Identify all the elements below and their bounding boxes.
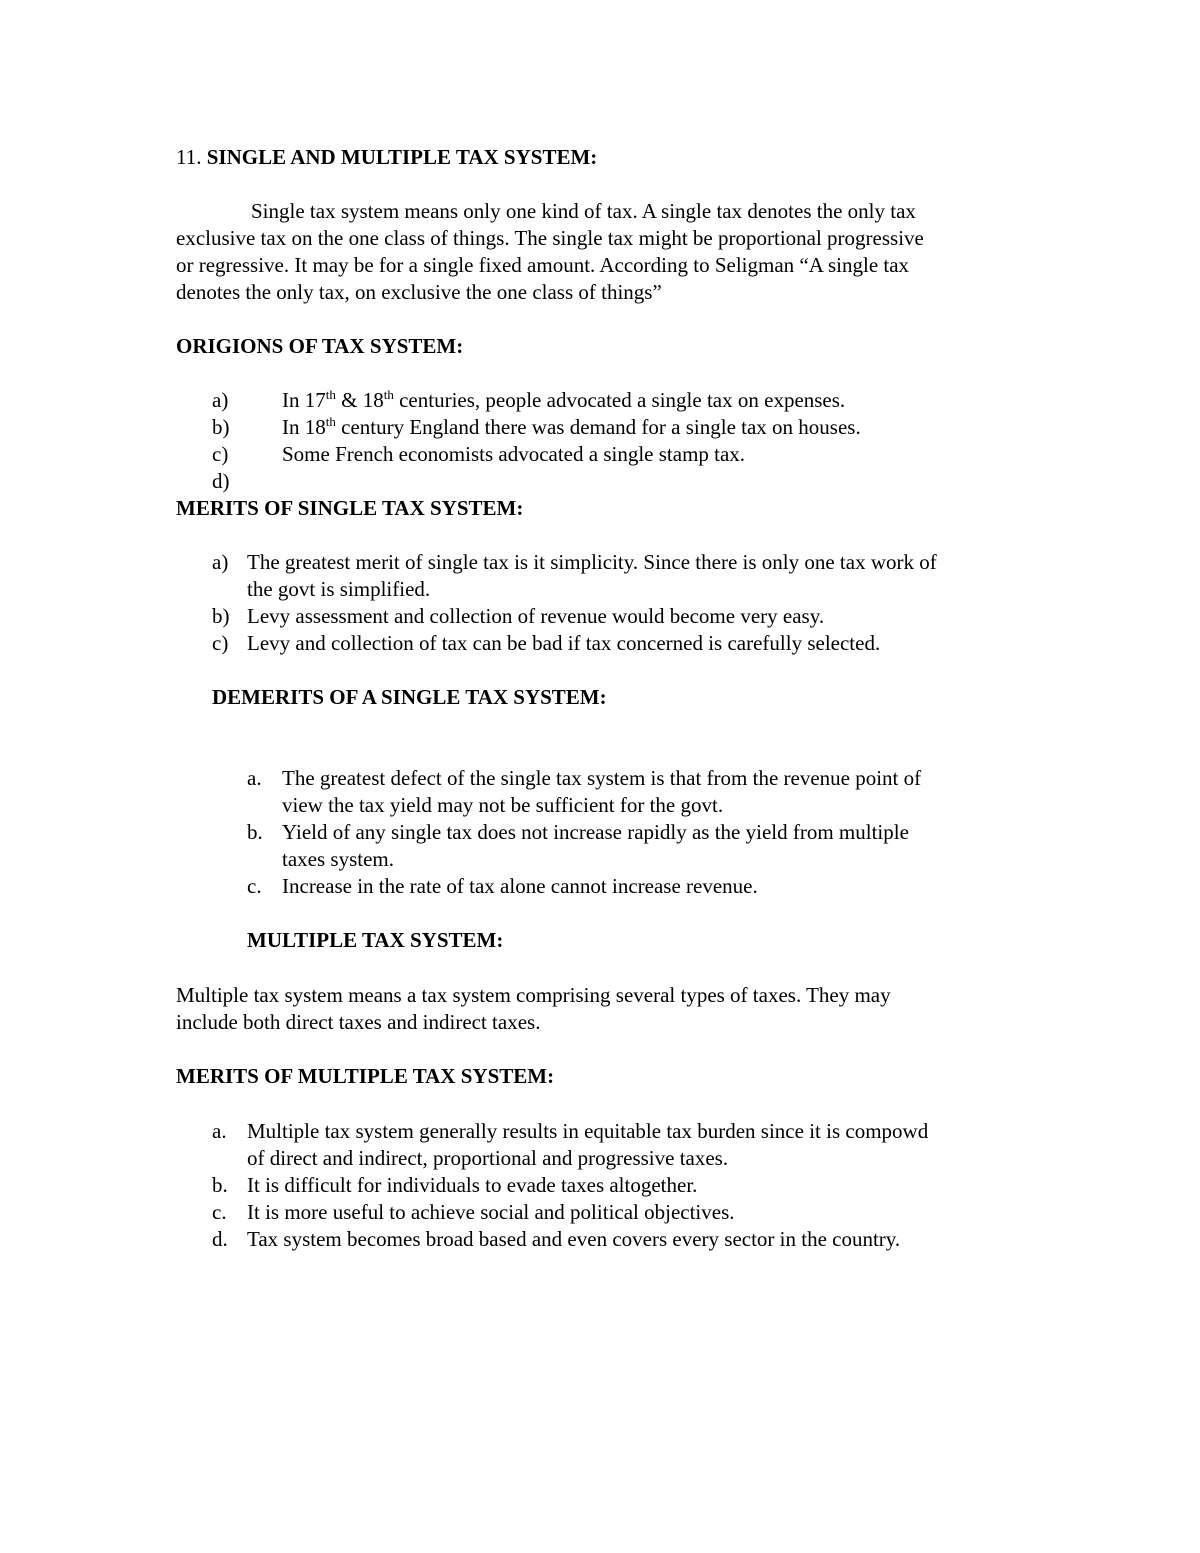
merits-multiple-item-c-line1: It is more useful to achieve social and political objectives. <box>247 1200 735 1224</box>
merits-multiple-item-a-line1: Multiple tax system generally results in equitable tax burden since it is compowd <box>247 1119 929 1143</box>
demerits-item-a-line2: view the tax yield may not be sufficient for the govt. <box>282 793 724 817</box>
multiple-heading: MULTIPLE TAX SYSTEM: <box>247 928 504 952</box>
merits-single-item-a-line2: the govt is simplified. <box>247 577 431 601</box>
demerits-item-a-line1: The greatest defect of the single tax system is that from the revenue point of <box>282 766 922 790</box>
merits-multiple-item-a-line2: of direct and indirect, proportional and progressive taxes. <box>247 1146 729 1170</box>
origins-item-a-post: centuries, people advocated a single tax on expenses. <box>393 388 846 412</box>
section-title-text: SINGLE AND MULTIPLE TAX SYSTEM: <box>206 145 598 169</box>
merits-single-marker-a: a) <box>212 550 229 574</box>
demerits-item-c-line1: Increase in the rate of tax alone cannot increase revenue. <box>282 874 758 898</box>
origins-item-a-sup2: th <box>383 387 394 402</box>
merits-single-item-c-line1: Levy and collection of tax can be bad if tax concerned is carefully selected. <box>247 631 881 655</box>
origins-item-c: Some French economists advocated a single stamp tax. <box>282 442 746 466</box>
multiple-line-1: Multiple tax system means a tax system comprising several types of taxes. They may <box>176 983 891 1007</box>
origins-heading: ORIGIONS OF TAX SYSTEM: <box>176 334 464 358</box>
merits-multiple-item-d-line1: Tax system becomes broad based and even covers every sector in the country. <box>247 1227 901 1251</box>
merits-multiple-marker-b: b. <box>212 1173 228 1197</box>
merits-single-heading: MERITS OF SINGLE TAX SYSTEM: <box>176 496 524 520</box>
merits-single-item-a-line1: The greatest merit of single tax is it simplicity. Since there is only one tax work of <box>247 550 937 574</box>
origins-item-b <box>282 414 861 441</box>
multiple-line-2: include both direct taxes and indirect taxes. <box>176 1010 541 1034</box>
demerits-item-b-line1: Yield of any single tax does not increase rapidly as the yield from multiple <box>282 820 909 844</box>
origins-item-a <box>282 387 845 414</box>
origins-item-a-mid: & 18 <box>335 388 384 412</box>
merits-single-item-b-line1: Levy assessment and collection of revenue would become very easy. <box>247 604 825 628</box>
demerits-item-b-line2: taxes system. <box>282 847 394 871</box>
section-title <box>176 144 597 171</box>
origins-item-b-pre: In 18 <box>282 415 326 439</box>
intro-line-4: denotes the only tax, on exclusive the one class of things” <box>176 280 662 304</box>
origins-marker-b: b) <box>212 415 230 439</box>
merits-multiple-heading: MERITS OF MULTIPLE TAX SYSTEM: <box>176 1064 555 1088</box>
merits-multiple-item-b-line1: It is difficult for individuals to evade taxes altogether. <box>247 1173 698 1197</box>
demerits-marker-a: a. <box>247 766 262 790</box>
demerits-single-heading: DEMERITS OF A SINGLE TAX SYSTEM: <box>212 685 607 709</box>
demerits-marker-c: c. <box>247 874 262 898</box>
intro-line-1: Single tax system means only one kind of tax. A single tax denotes the only tax <box>251 199 916 223</box>
origins-marker-c: c) <box>212 442 229 466</box>
origins-item-b-post: century England there was demand for a single tax on houses. <box>335 415 861 439</box>
origins-item-a-sup1: th <box>325 387 336 402</box>
section-number: 11. <box>176 145 202 169</box>
demerits-marker-b: b. <box>247 820 263 844</box>
merits-multiple-marker-d: d. <box>212 1227 228 1251</box>
merits-multiple-marker-c: c. <box>212 1200 227 1224</box>
intro-line-3: or regressive. It may be for a single fixed amount. According to Seligman “A single tax <box>176 253 910 277</box>
intro-line-2: exclusive tax on the one class of things. The single tax might be proportional progressive <box>176 226 924 250</box>
origins-item-a-pre: In 17 <box>282 388 326 412</box>
origins-marker-a: a) <box>212 388 229 412</box>
origins-marker-d: d) <box>212 469 230 493</box>
origins-item-b-sup1: th <box>325 414 336 429</box>
merits-single-marker-c: c) <box>212 631 229 655</box>
merits-multiple-marker-a: a. <box>212 1119 227 1143</box>
merits-single-marker-b: b) <box>212 604 230 628</box>
